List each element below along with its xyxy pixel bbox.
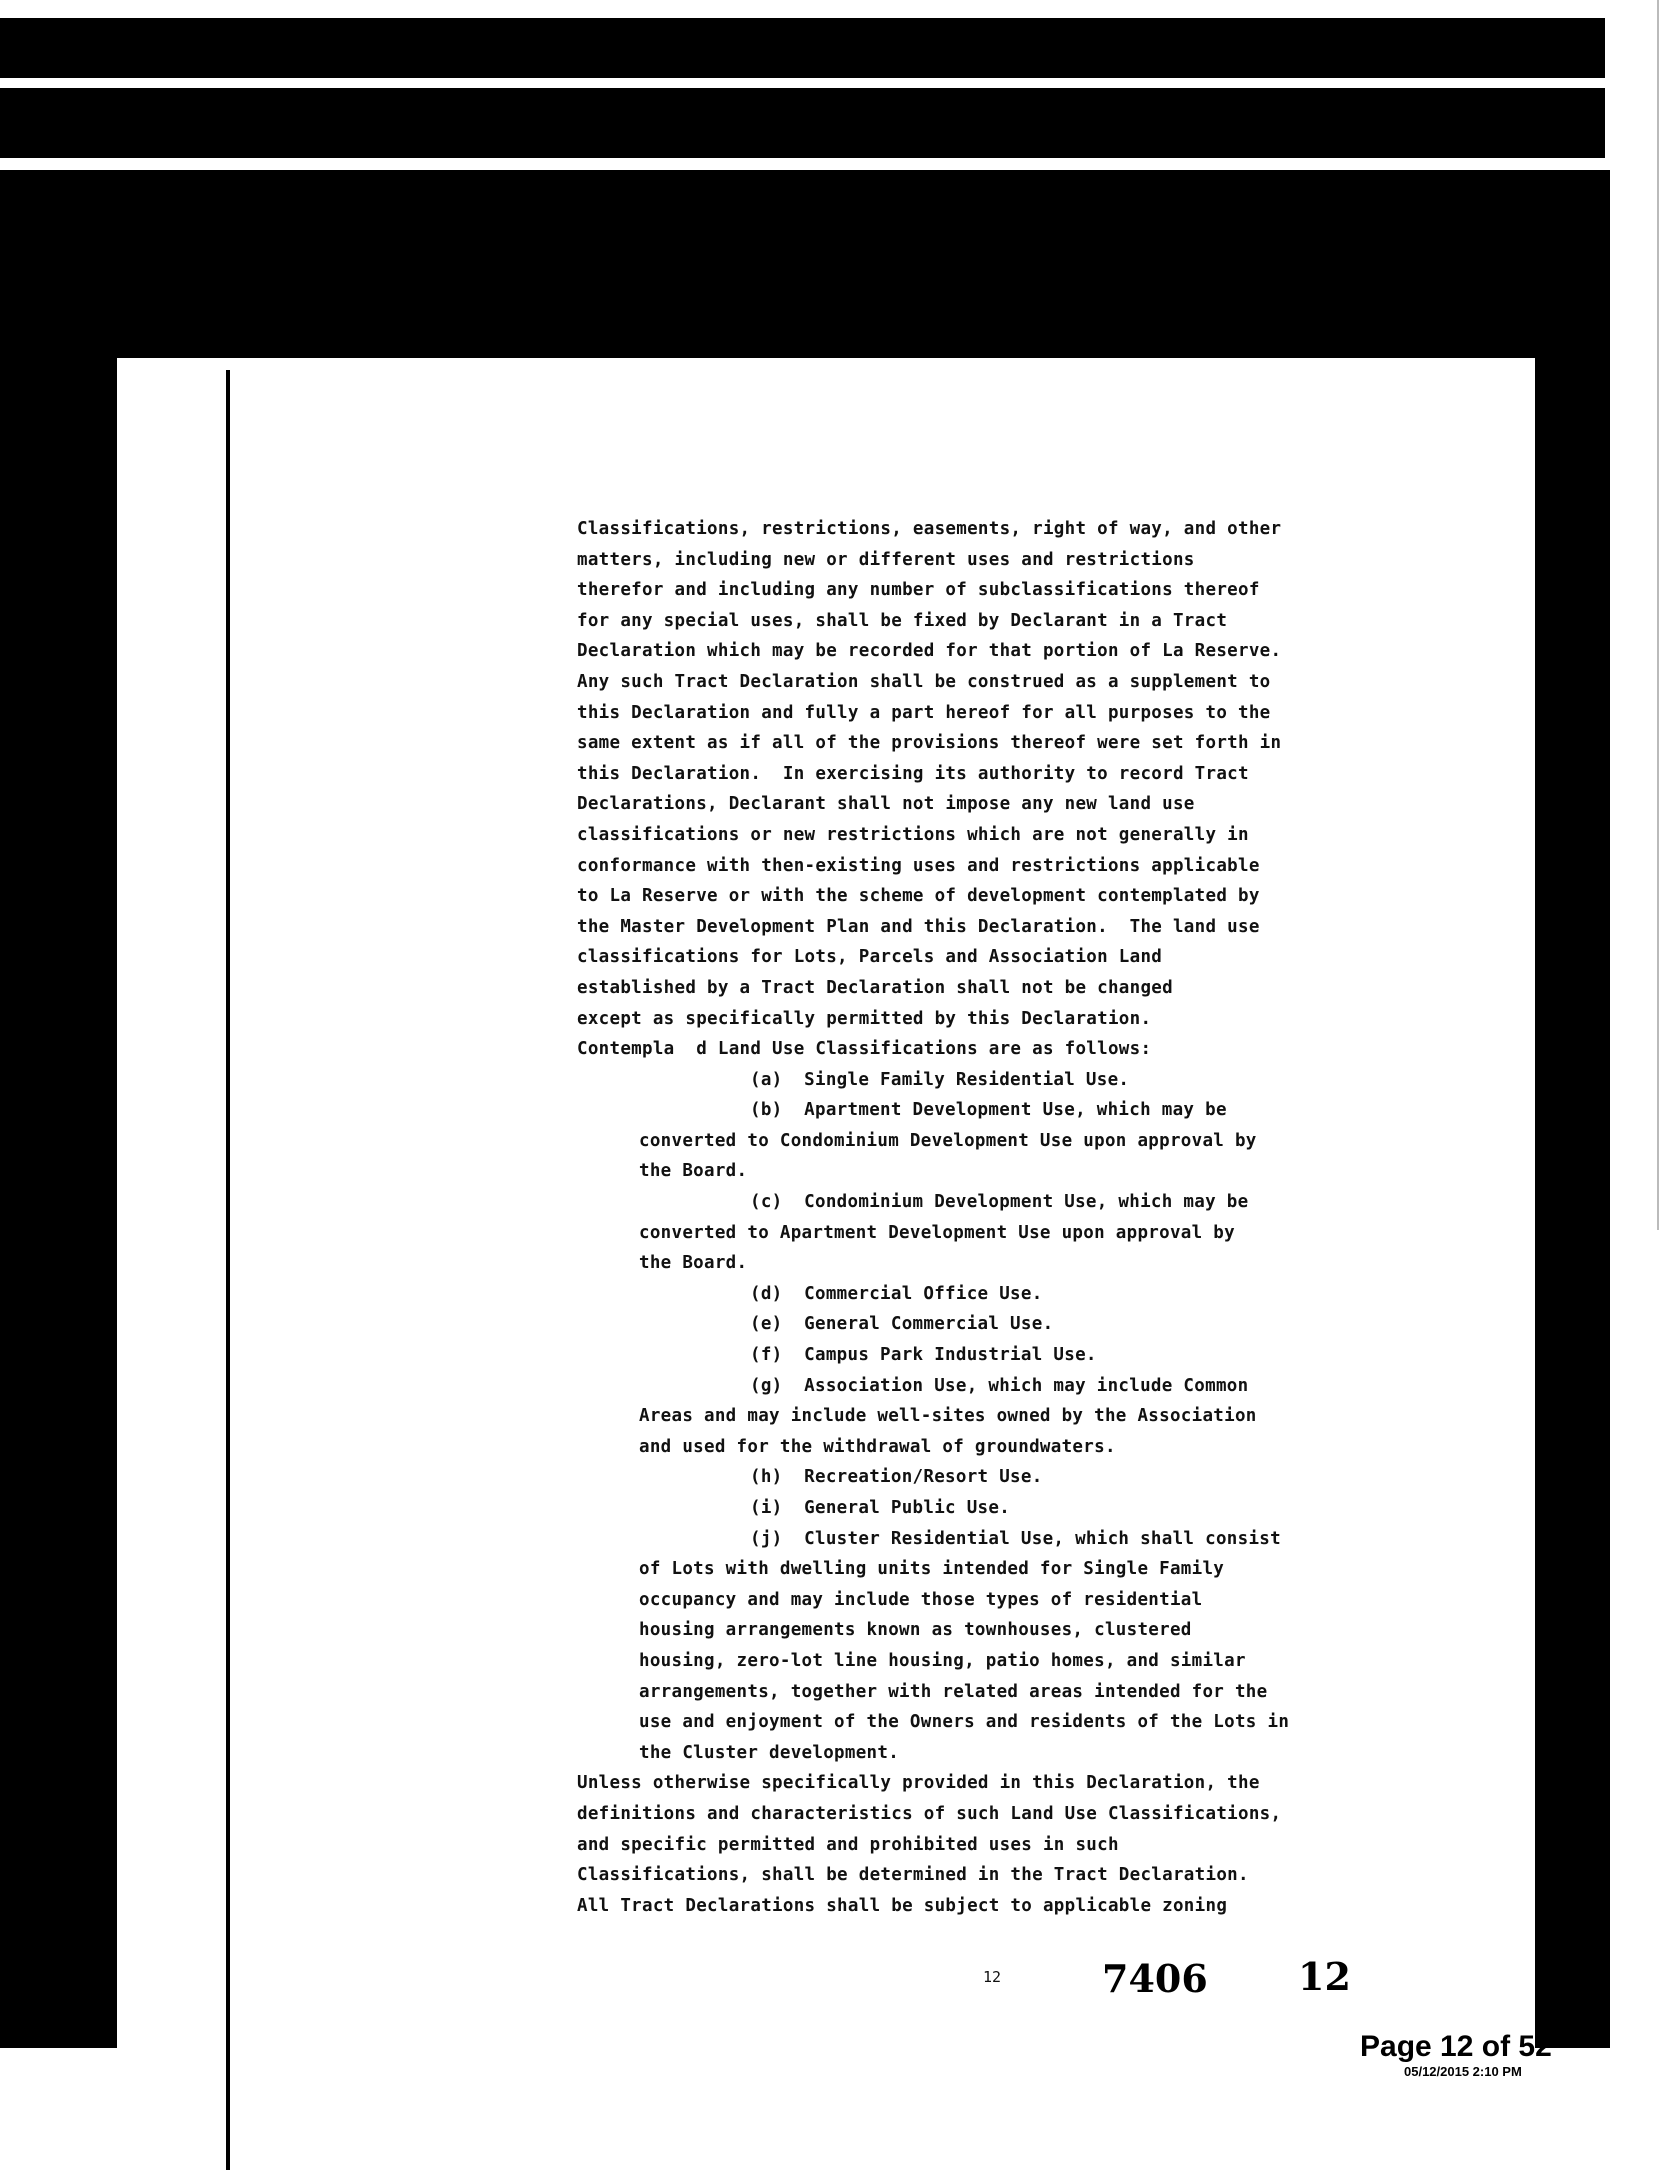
scan-border-top-secondary [0,88,1605,158]
viewer-edge-rule [1657,0,1659,1230]
print-datetime-stamp: 05/12/2015 2:10 PM [1404,2064,1522,2079]
document-page [117,358,1535,2166]
document-line: use and enjoyment of the Owners and residents of the Lots in [639,1712,1290,1733]
document-line: same extent as if all of the provisions thereof were set forth in [577,733,1282,754]
document-line: (a) Single Family Residential Use. [750,1069,1130,1090]
document-line: established by a Tract Declaration shall not be changed [577,977,1173,998]
document-line: (b) Apartment Development Use, which may be [750,1100,1227,1121]
document-line: the Board. [639,1161,748,1182]
document-line: Contempla d Land Use Classifications are as follows: [577,1039,1152,1060]
document-line: Unless otherwise specifically provided in this Declaration, the [577,1773,1260,1794]
document-line: the Cluster development. [639,1742,900,1763]
document-line: of Lots with dwelling units intended for Single Family [639,1559,1225,1580]
document-line: (f) Campus Park Industrial Use. [750,1345,1097,1366]
document-line: Declarations, Declarant shall not impose any new land use [577,794,1195,815]
document-line: except as specifically permitted by this Declaration. [577,1008,1152,1029]
document-line: (h) Recreation/Resort Use. [750,1467,1043,1488]
document-line: occupancy and may include those types of residential [639,1589,1203,1610]
document-line: (j) Cluster Residential Use, which shall consist [750,1528,1281,1549]
document-line: housing arrangements known as townhouses, clustered [639,1620,1192,1641]
document-line: the Board. [639,1253,748,1274]
document-line: matters, including new or different uses and restrictions [577,549,1195,570]
document-body [577,514,1517,1921]
document-line: classifications for Lots, Parcels and Association Land [577,947,1163,968]
document-line: converted to Condominium Development Use upon approval by [639,1130,1257,1151]
document-line: converted to Apartment Development Use upon approval by [639,1222,1235,1243]
document-line: (g) Association Use, which may include Common [750,1375,1249,1396]
document-line: therefor and including any number of subclassifications thereof [577,580,1260,601]
footer-recording-number: 7406 [1102,1956,1208,2001]
document-line: this Declaration and fully a part hereof for all purposes to the [577,702,1271,723]
document-line: to La Reserve or with the scheme of development contemplated by [577,886,1260,907]
document-line: (i) General Public Use. [750,1498,1011,1518]
document-line: arrangements, together with related areas intended for the [639,1681,1268,1702]
document-line: housing, zero-lot line housing, patio homes, and similar [639,1650,1246,1671]
document-line: (e) General Commercial Use. [750,1314,1054,1335]
margin-line [226,370,230,2170]
scan-background [0,170,1610,2048]
document-line: for any special uses, shall be fixed by Declarant in a Tract [577,610,1228,631]
document-line: and used for the withdrawal of groundwaters. [639,1436,1116,1457]
document-line: definitions and characteristics of such Land Use Classifications, [577,1803,1282,1824]
document-line: Classifications, restrictions, easements, right of way, and other [577,519,1282,539]
document-line: All Tract Declarations shall be subject to applicable zoning [577,1895,1228,1916]
document-line: Declaration which may be recorded for that portion of La Reserve. [577,641,1282,662]
document-line: Classifications, shall be determined in the Tract Declaration. [577,1865,1249,1886]
document-line: classifications or new restrictions which are not generally in [577,824,1249,845]
document-line: Areas and may include well-sites owned by the Association [639,1406,1257,1427]
document-line: the Master Development Plan and this Declaration. The land use [577,916,1260,937]
document-line: conformance with then-existing uses and restrictions applicable [577,855,1260,876]
page-count-stamp: Page 12 of 52 [1360,2030,1552,2063]
document-line: this Declaration. In exercising its authority to record Tract [577,763,1249,784]
document-line: and specific permitted and prohibited uses in such [577,1834,1119,1855]
document-line: Any such Tract Declaration shall be construed as a supplement to [577,671,1271,692]
footer-page-number: 12 [1298,1954,1351,1999]
scan-border-top [0,18,1605,78]
document-line: (c) Condominium Development Use, which may be [750,1192,1249,1213]
footer-page-small: 12 [983,1968,1002,1986]
document-line: (d) Commercial Office Use. [750,1283,1043,1304]
